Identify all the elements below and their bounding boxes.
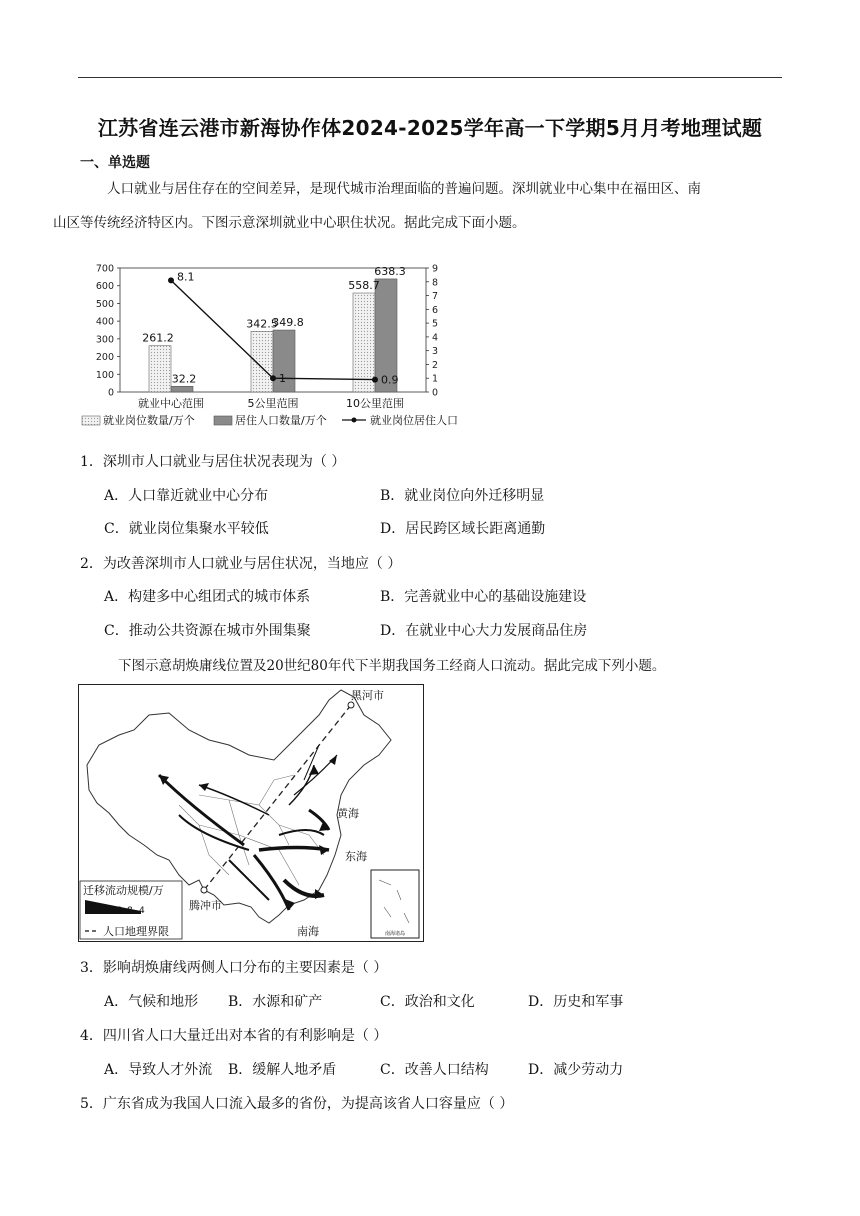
left-tick-label: 200 [95, 352, 114, 364]
q3-option-d[interactable]: D．历史和军事 [528, 994, 624, 1010]
right-tick-label: 6 [432, 304, 439, 316]
left-tick-label: 700 [95, 263, 114, 275]
category-label: 10公里范围 [346, 397, 404, 410]
q2-option-a[interactable]: A．构建多中心组团式的城市体系 [104, 589, 311, 605]
legend-scale-4: 4 [139, 906, 145, 916]
legend-scale-12: 12 [111, 906, 123, 916]
inset-label: 南海诸岛 [384, 931, 406, 937]
q4-option-a[interactable]: A．导致人才外流 [104, 1062, 213, 1078]
right-tick-label: 0 [432, 387, 439, 399]
legend-scale-20: 20 [85, 902, 97, 912]
passage-2: 下图示意胡焕庸线位置及20世纪80年代下半期我国务工经商人口流动。据此完成下列小题。 [118, 658, 666, 674]
q3-option-b[interactable]: B．水源和矿产 [228, 994, 323, 1010]
q4-option-c[interactable]: C．改善人口结构 [380, 1062, 489, 1078]
category-label: 就业中心范围 [138, 397, 204, 410]
migration-map [78, 684, 424, 942]
q1-option-a[interactable]: A．人口靠近就业中心分布 [104, 488, 269, 504]
left-tick-label: 0 [107, 387, 114, 399]
right-tick-label: 7 [432, 291, 439, 303]
right-tick-label: 4 [432, 332, 439, 344]
q3-option-a[interactable]: A．气候和地形 [104, 994, 199, 1010]
bar-jobs [149, 346, 171, 392]
q2-option-b[interactable]: B．完善就业中心的基础设施建设 [380, 589, 587, 605]
question-5: 5．广东省成为我国人口流入最多的省份，为提高该省人口容量应（ ） [80, 1096, 514, 1112]
legend-scale-8: 8 [127, 906, 133, 916]
left-tick-label: 500 [95, 298, 114, 310]
line-point [168, 277, 174, 283]
line-point-label: 8.1 [177, 270, 195, 284]
right-tick-label: 8 [432, 277, 439, 289]
legend-title: 迁移流动规模/万 [83, 884, 164, 897]
right-tick-label: 5 [432, 318, 439, 330]
q4-option-b[interactable]: B．缓解人地矛盾 [228, 1062, 337, 1078]
header-rule [78, 77, 782, 78]
q1-option-d[interactable]: D．居民跨区域长距离通勤 [380, 521, 546, 537]
question-3: 3．影响胡焕庸线两侧人口分布的主要因素是（ ） [80, 960, 388, 976]
legend-scale-16: 16 [97, 904, 109, 914]
question-1: 1．深圳市人口就业与居住状况表现为（ ） [80, 454, 346, 470]
donghai-label: 东海 [345, 850, 367, 863]
document-title: 江苏省连云港市新海协作体2024-2025学年高一下学期5月月考地理试题 [97, 116, 763, 140]
heihe-point [348, 702, 354, 708]
bar-jobs-label: 342.5 [246, 317, 278, 331]
right-tick-label: 1 [432, 373, 439, 385]
line-point-label: 0.9 [381, 373, 399, 387]
south-china-sea-inset [371, 870, 419, 938]
legend-line: 就业岗位居住人口 [370, 414, 458, 427]
legend-swatch-residents [214, 416, 232, 425]
left-tick-label: 600 [95, 281, 114, 293]
bar-residents-label: 349.8 [272, 316, 304, 330]
section-heading: 一、单选题 [80, 155, 150, 171]
left-tick-label: 400 [95, 316, 114, 328]
right-tick-label: 9 [432, 263, 439, 275]
category-label: 5公里范围 [247, 397, 299, 410]
q2-option-c[interactable]: C．推动公共资源在城市外围集聚 [104, 623, 311, 639]
china-map-svg [79, 685, 422, 940]
huanghai-label: 黄海 [337, 807, 359, 820]
nanhai-label: 南海 [297, 925, 319, 938]
q3-option-c[interactable]: C．政治和文化 [380, 994, 475, 1010]
right-tick-label: 2 [432, 359, 439, 371]
q2-option-d[interactable]: D．在就业中心大力发展商品住房 [380, 623, 588, 639]
q4-option-d[interactable]: D．减少劳动力 [528, 1062, 624, 1078]
hu-huanyong-line [204, 705, 351, 890]
legend-jobs: 就业岗位数量/万个 [103, 414, 195, 427]
line-point [270, 375, 276, 381]
passage-1 [53, 172, 780, 240]
bar-residents [171, 386, 193, 392]
bar-jobs [353, 293, 375, 392]
legend-residents: 居住人口数量/万个 [235, 414, 327, 427]
passage-1-line-1: 人口就业与居住存在的空间差异，是现代城市治理面临的普遍问题。深圳就业中心集中在福田区、南 [107, 181, 701, 197]
line-point-label: 1 [279, 372, 286, 386]
line-point [372, 377, 378, 383]
passage-1-line-2: 山区等传统经济特区内。下图示意深圳就业中心职住状况。据此完成下面小题。 [53, 215, 526, 231]
heihe-label: 黑河市 [351, 689, 384, 702]
bar-jobs-label: 261.2 [142, 331, 174, 345]
bar-jobs [251, 331, 273, 392]
question-4: 4．四川省人口大量迁出对本省的有利影响是（ ） [80, 1028, 388, 1044]
q1-option-c[interactable]: C．就业岗位集聚水平较低 [104, 521, 269, 537]
bar-residents-label: 638.3 [374, 264, 406, 278]
bar-jobs-label: 558.7 [348, 279, 380, 293]
question-2: 2．为改善深圳市人口就业与居住状况，当地应（ ） [80, 556, 402, 572]
legend-line-label: 人口地理界限 [103, 925, 169, 938]
tengchong-point [201, 887, 207, 893]
right-tick-label: 3 [432, 346, 439, 358]
left-tick-label: 300 [95, 334, 114, 346]
left-tick-label: 100 [95, 369, 114, 381]
q1-option-b[interactable]: B．就业岗位向外迁移明显 [380, 488, 545, 504]
employment-housing-chart [78, 258, 478, 436]
tengchong-label: 腾冲市 [189, 899, 222, 912]
bar-residents-label: 32.2 [171, 372, 197, 386]
legend-swatch-jobs [82, 416, 100, 425]
legend-swatch-dot [352, 418, 357, 423]
